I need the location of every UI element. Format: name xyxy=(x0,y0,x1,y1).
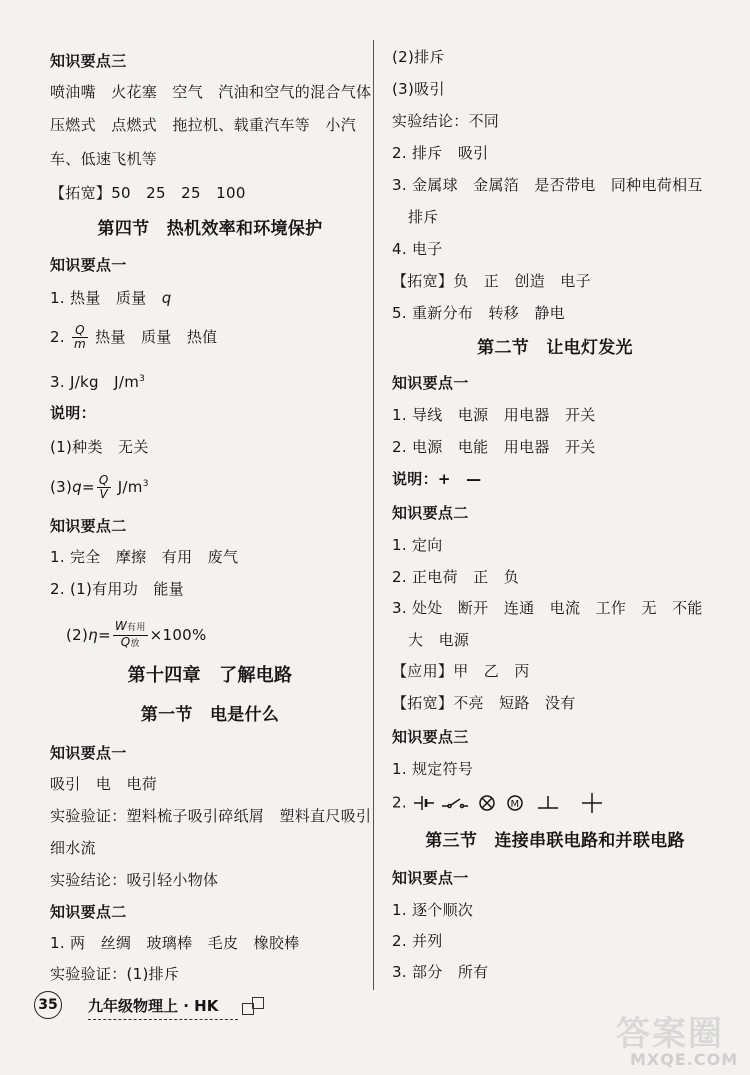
text-line: 4. 电子 xyxy=(392,240,443,258)
text-line: 3. 部分 所有 xyxy=(392,963,489,981)
formula-line: (2)η= $\frac{\text{W有用}}{\text{Q放}}$ ×100% xyxy=(66,619,207,649)
watermark-url: MXQE.COM xyxy=(630,1050,739,1069)
text-line: 1. 逐个顺次 xyxy=(392,901,474,919)
footer-decor-square xyxy=(252,997,264,1009)
text-line: 2. 正电荷 正 负 xyxy=(392,568,520,586)
lamp-symbol-icon xyxy=(480,796,494,810)
text-line: 实验验证：塑料梳子吸引碎纸屑 塑料直尺吸引 xyxy=(50,807,372,825)
section-title: 第四节 热机效率和环境保护 xyxy=(97,219,323,239)
text-line: 【拓宽】负 正 创造 电子 xyxy=(392,272,591,290)
watermark-logo: 答案圈 xyxy=(616,1014,724,1054)
text-line: 2. 电源 电能 用电器 开关 xyxy=(392,438,596,456)
formula-line: (3)q= $\frac{Q}{V}$ $J/m^3$ xyxy=(50,473,149,501)
text-line: (3)吸引 xyxy=(392,80,445,98)
heading-knowledge-point-3: 知识要点三 xyxy=(392,728,469,746)
fraction: $\frac{\text{W有用}}{\text{Q放}}$ xyxy=(114,619,146,649)
column-divider xyxy=(373,40,374,990)
heading-knowledge-point-3: 知识要点三 xyxy=(50,52,127,70)
heading-knowledge-point-2: 知识要点二 xyxy=(50,903,127,921)
heading-knowledge-point-1: 知识要点一 xyxy=(392,869,469,887)
text-line: 车、低速飞机等 xyxy=(50,150,158,168)
text-line: 1. 导线 电源 用电器 开关 xyxy=(392,406,596,424)
section-title: 第二节 让电灯发光 xyxy=(477,338,633,358)
heading-knowledge-point-2: 知识要点二 xyxy=(50,517,127,535)
text-line: 排斥 xyxy=(408,208,439,226)
text-line: (1)种类 无关 xyxy=(50,438,149,456)
text-line: 1. 热量 质量 q xyxy=(50,289,172,307)
circuit-symbols-icon xyxy=(412,792,612,814)
text-line: 喷油嘴 火花塞 空气 汽油和空气的混合气体 xyxy=(50,83,372,101)
text-line: 5. 重新分布 转移 静电 xyxy=(392,304,565,322)
text-line: 细水流 xyxy=(50,839,96,857)
text-line: 3. J/kg $J/m^3$ xyxy=(50,373,146,391)
footer-dashed-line xyxy=(88,1019,238,1020)
text-line: 实验结论：不同 xyxy=(392,112,500,130)
wire-cross-icon xyxy=(582,793,602,813)
text-line: 实验验证：(1)排斥 xyxy=(50,965,180,983)
formula-line: 2. $\frac{Q}{m}$ 热量 质量 热值 xyxy=(50,323,218,351)
circuit-symbols-line: 2. M xyxy=(392,792,612,814)
text-line: 2. 排斥 吸引 xyxy=(392,144,489,162)
text-line: 3. 处处 断开 连通 电流 工作 无 不能 xyxy=(392,599,703,617)
section-title: 第三节 连接串联电路和并联电路 xyxy=(425,831,685,851)
text-line: 实验结论：吸引轻小物体 xyxy=(50,871,219,889)
text-line: 大 电源 xyxy=(408,631,470,649)
text-line: 3. 金属球 金属箔 是否带电 同种电荷相互 xyxy=(392,176,703,194)
heading-knowledge-point-1: 知识要点一 xyxy=(392,374,469,392)
text-line: 1. 完全 摩擦 有用 废气 xyxy=(50,548,239,566)
text-line: 2. 并列 xyxy=(392,932,443,950)
svg-text:M: M xyxy=(510,799,520,810)
fraction: $\frac{Q}{V}$ xyxy=(98,473,109,501)
motor-symbol-icon xyxy=(508,796,522,810)
text-line: 压燃式 点燃式 拖拉机、载重汽车等 小汽 xyxy=(50,116,357,134)
text-line: 【拓宽】不亮 短路 没有 xyxy=(392,694,576,712)
text-line: 吸引 电 电荷 xyxy=(50,775,158,793)
note-label: 说明： xyxy=(50,404,96,422)
note-line: 说明：+ — xyxy=(392,470,482,488)
battery-symbol-icon xyxy=(414,796,434,810)
section-title: 第一节 电是什么 xyxy=(140,705,280,725)
fraction: $\frac{Q}{m}$ xyxy=(74,323,86,351)
text-line: 【应用】甲 乙 丙 xyxy=(392,662,530,680)
text-line: 2. (1)有用功 能量 xyxy=(50,580,184,598)
text-line: (2)排斥 xyxy=(392,48,445,66)
heading-knowledge-point-2: 知识要点二 xyxy=(392,504,469,522)
chapter-title: 第十四章 了解电路 xyxy=(127,665,293,686)
text-line: 1. 规定符号 xyxy=(392,760,474,778)
heading-knowledge-point-1: 知识要点一 xyxy=(50,256,127,274)
text-line: 1. 两 丝绸 玻璃棒 毛皮 橡胶棒 xyxy=(50,934,300,952)
text-line: 【拓宽】50 25 25 100 xyxy=(50,184,246,202)
wire-junction-icon xyxy=(538,796,558,808)
page-number: 35 xyxy=(34,991,62,1019)
heading-knowledge-point-1: 知识要点一 xyxy=(50,744,127,762)
switch-symbol-icon xyxy=(442,799,468,808)
book-title: 九年级物理上 · HK xyxy=(88,997,219,1015)
text-line: 1. 定向 xyxy=(392,536,443,554)
